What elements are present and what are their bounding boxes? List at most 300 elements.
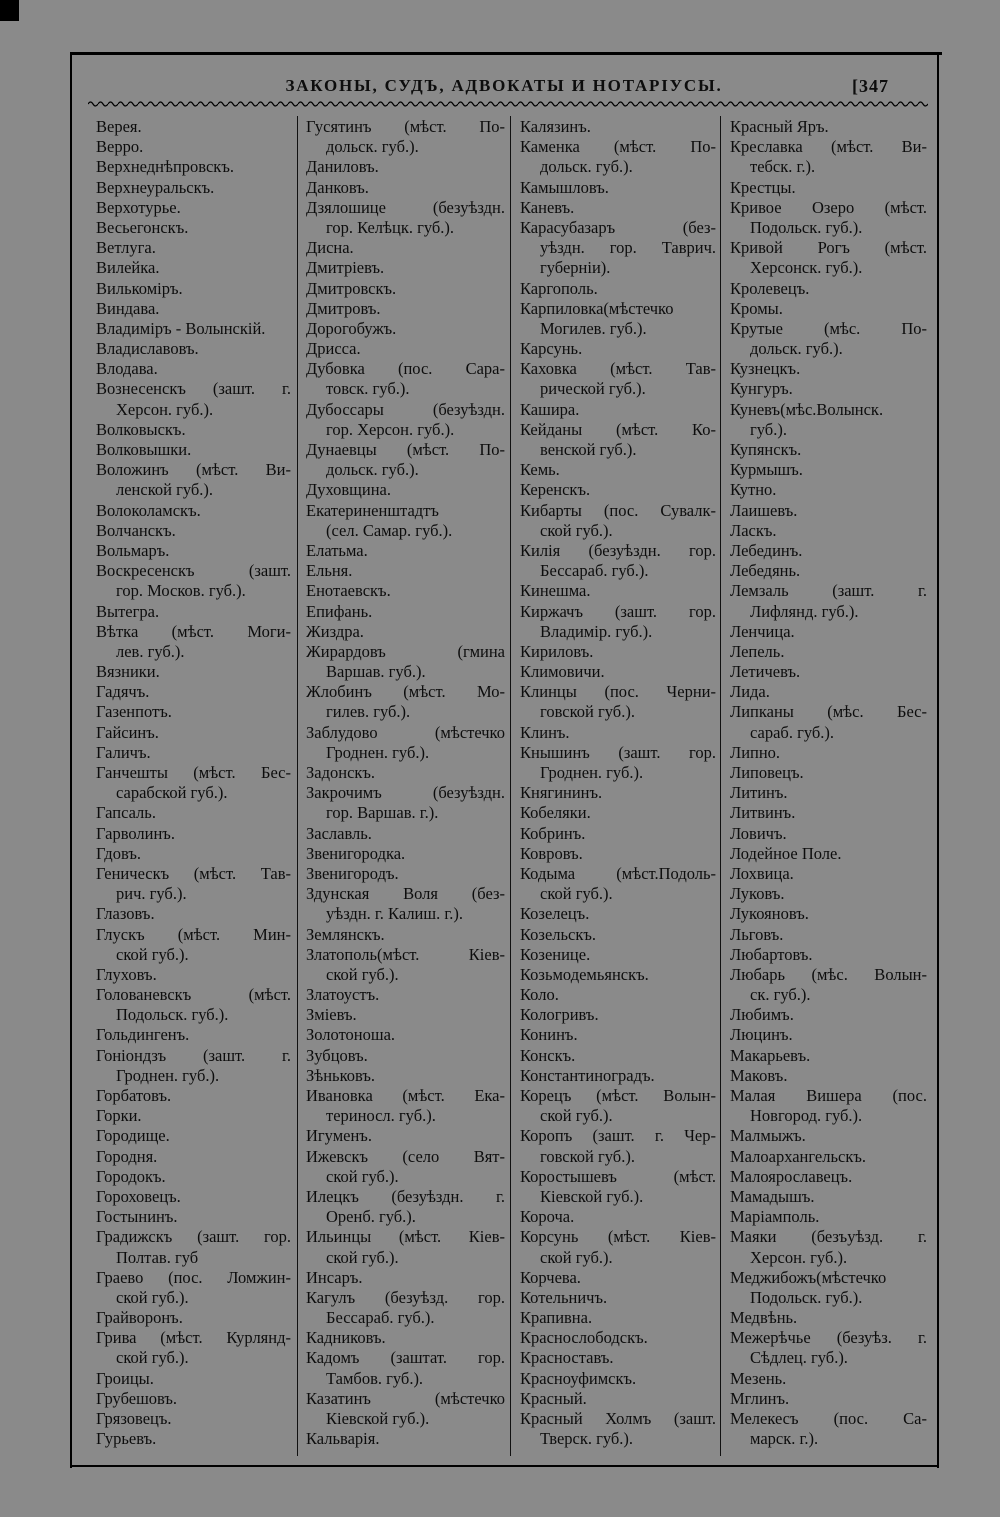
index-entry bbox=[96, 1227, 291, 1267]
index-entry bbox=[730, 1227, 927, 1267]
entry-name-line: Климовичи. bbox=[520, 662, 605, 682]
entry-name-line: Гурьевъ. bbox=[96, 1429, 157, 1449]
index-entry bbox=[96, 218, 291, 238]
entry-name-line: Елатьма. bbox=[306, 540, 368, 560]
index-entry bbox=[306, 642, 505, 682]
entry-name-line: Коростышевъ (мѣст. bbox=[520, 1166, 716, 1186]
index-entry bbox=[730, 803, 927, 823]
column-divider bbox=[297, 116, 298, 1456]
entry-name-line: Землянскъ. bbox=[306, 924, 385, 944]
index-entry bbox=[730, 1268, 927, 1308]
index-entry bbox=[96, 1308, 291, 1328]
entry-name-line: Ковровъ. bbox=[520, 843, 583, 863]
index-entry bbox=[306, 480, 505, 500]
entry-name-line: Казатинъ (мѣстечко bbox=[306, 1388, 505, 1408]
index-entry bbox=[520, 541, 716, 581]
entry-continuation-line: Варшав. губ.). bbox=[326, 662, 426, 682]
index-entry bbox=[96, 723, 291, 743]
entry-name-line: Маяки (безъуѣзд. г. bbox=[730, 1227, 927, 1247]
index-entry bbox=[520, 1268, 716, 1288]
index-entry bbox=[520, 925, 716, 945]
index-entry bbox=[96, 339, 291, 359]
entry-name-line: Мелекесъ (пос. Са- bbox=[730, 1409, 927, 1428]
entry-name-line: Кейданы (мѣст. Ко- bbox=[520, 419, 716, 439]
entry-name-line: Вѣтка (мѣст. Моги- bbox=[96, 621, 291, 641]
entry-name-line: Кодыма (мѣст.Подоль- bbox=[520, 863, 716, 883]
entry-continuation-line: Бессараб. губ.). bbox=[540, 561, 649, 581]
entry-name-line: Городня. bbox=[96, 1146, 158, 1166]
entry-name-line: Духовщина. bbox=[306, 480, 391, 500]
entry-name-line: Лида. bbox=[730, 682, 770, 702]
index-entry bbox=[520, 581, 716, 601]
index-entry bbox=[96, 985, 291, 1025]
entry-name-line: Городище. bbox=[96, 1126, 170, 1146]
index-entry bbox=[96, 440, 291, 460]
entry-continuation-line: Херсонск. губ.). bbox=[750, 258, 863, 278]
index-entry bbox=[96, 561, 291, 601]
entry-name-line: Литвинъ. bbox=[730, 803, 796, 823]
index-entry bbox=[96, 299, 291, 319]
index-entry bbox=[520, 1167, 716, 1207]
entry-name-line: Игуменъ. bbox=[306, 1126, 372, 1146]
entry-name-line: Грайворонъ. bbox=[96, 1308, 183, 1328]
entry-name-line: Кагулъ (безуѣзд. гор. bbox=[306, 1287, 505, 1307]
entry-continuation-line: Тверск. губ.). bbox=[540, 1429, 634, 1449]
entry-name-line: Дмитріевъ. bbox=[306, 258, 385, 278]
entry-name-line: Льговъ. bbox=[730, 924, 784, 944]
entry-name-line: Зѣньковъ. bbox=[306, 1065, 376, 1085]
entry-name-line: Горбатовъ. bbox=[96, 1086, 172, 1105]
entry-name-line: Кунгуръ. bbox=[730, 379, 793, 399]
entry-name-line: Люцинъ. bbox=[730, 1025, 793, 1045]
entry-name-line: Данковъ. bbox=[306, 177, 369, 197]
entry-name-line: Кривой Рогъ (мѣст. bbox=[730, 238, 927, 258]
index-entry bbox=[306, 1066, 505, 1086]
entry-name-line: Кромы. bbox=[730, 298, 783, 318]
entry-name-line: Коропъ (зашт. г. Чер- bbox=[520, 1126, 716, 1146]
index-entry bbox=[96, 1025, 291, 1045]
index-entry bbox=[96, 359, 291, 379]
index-column-1 bbox=[96, 117, 291, 1449]
entry-name-line: Козьмодемьянскъ. bbox=[520, 964, 649, 984]
index-entry bbox=[730, 501, 927, 521]
index-entry bbox=[520, 723, 716, 743]
entry-name-line: Межерѣчье (безуѣз. г. bbox=[730, 1328, 927, 1348]
index-entry bbox=[306, 1025, 505, 1045]
index-entry bbox=[306, 1147, 505, 1187]
entry-name-line: Задонскъ. bbox=[306, 763, 376, 782]
entry-name-line: Екатериненштадтъ bbox=[306, 500, 439, 520]
entry-name-line: Влодава. bbox=[96, 359, 158, 379]
entry-name-line: Крестцы. bbox=[730, 177, 796, 197]
entry-continuation-line: дольск. губ.). bbox=[540, 157, 633, 177]
index-entry bbox=[96, 1389, 291, 1409]
entry-name-line: Горки. bbox=[96, 1106, 142, 1126]
entry-name-line: Гдовъ. bbox=[96, 843, 141, 863]
entry-name-line: Каменка (мѣст. По- bbox=[520, 137, 716, 157]
index-entry bbox=[520, 682, 716, 722]
index-entry bbox=[520, 824, 716, 844]
entry-name-line: Малмыжъ. bbox=[730, 1126, 806, 1146]
index-entry bbox=[730, 400, 927, 440]
index-entry bbox=[306, 339, 505, 359]
index-column-4 bbox=[730, 117, 927, 1449]
entry-name-line: Звенигородка. bbox=[306, 843, 406, 863]
entry-continuation-line: гор. Москов. губ.). bbox=[116, 581, 246, 601]
entry-continuation-line: уѣздн. гор. Таврич. bbox=[540, 238, 716, 258]
entry-name-line: Волковыскъ. bbox=[96, 419, 186, 439]
index-entry bbox=[306, 1005, 505, 1025]
index-entry bbox=[730, 662, 927, 682]
wavy-header-rule bbox=[88, 98, 928, 110]
entry-name-line: Кобринъ. bbox=[520, 823, 586, 843]
entry-continuation-line: ской губ.). bbox=[326, 1166, 399, 1186]
entry-continuation-line: губ.). bbox=[750, 419, 787, 439]
entry-name-line: Крутые (мѣс. По- bbox=[730, 318, 927, 338]
index-entry bbox=[306, 783, 505, 823]
entry-name-line: Гроицы. bbox=[96, 1368, 154, 1388]
running-header-title: ЗАКОНЫ, СУДЪ, АДВОКАТЫ И НОТАРІУСЫ. bbox=[285, 76, 723, 95]
index-entry bbox=[520, 117, 716, 137]
entry-continuation-line: ской губ.). bbox=[540, 1247, 613, 1267]
index-entry bbox=[520, 1086, 716, 1126]
index-entry bbox=[520, 1389, 716, 1409]
index-entry bbox=[306, 1086, 505, 1126]
entry-name-line: Макарьевъ. bbox=[730, 1045, 811, 1065]
index-entry bbox=[306, 945, 505, 985]
entry-continuation-line: териносл. губ.). bbox=[326, 1106, 436, 1126]
index-entry bbox=[520, 602, 716, 642]
entry-name-line: Клинъ. bbox=[520, 722, 570, 742]
index-column-2 bbox=[306, 117, 505, 1449]
index-entry bbox=[730, 1066, 927, 1086]
index-entry bbox=[96, 501, 291, 521]
entry-name-line: Геническъ (мѣст. Тав- bbox=[96, 863, 291, 883]
entry-continuation-line: лев. губ.). bbox=[116, 641, 185, 661]
entry-continuation-line: (сел. Самар. губ.). bbox=[326, 520, 453, 540]
index-entry bbox=[730, 642, 927, 662]
index-entry bbox=[730, 319, 927, 359]
entry-continuation-line: Гроднен. губ.). bbox=[326, 742, 430, 762]
entry-name-line: Дубоссары (безуѣздн. bbox=[306, 399, 505, 419]
entry-continuation-line: ской губ.). bbox=[116, 1348, 189, 1368]
entry-name-line: Лодейное Поле. bbox=[730, 843, 842, 863]
index-entry bbox=[520, 359, 716, 399]
index-entry bbox=[306, 1348, 505, 1388]
entry-name-line: Кролевецъ. bbox=[730, 278, 810, 298]
entry-name-line: Епифань. bbox=[306, 601, 373, 621]
entry-name-line: Маковъ. bbox=[730, 1065, 788, 1085]
entry-name-line: Вилейка. bbox=[96, 258, 160, 278]
entry-name-line: Лебединъ. bbox=[730, 540, 803, 560]
index-entry bbox=[520, 339, 716, 359]
index-entry bbox=[306, 198, 505, 238]
entry-name-line: Дмитровскъ. bbox=[306, 278, 397, 298]
entry-name-line: Ветлуга. bbox=[96, 238, 156, 258]
entry-name-line: Инсаръ. bbox=[306, 1267, 363, 1287]
index-entry bbox=[730, 743, 927, 763]
index-entry bbox=[96, 803, 291, 823]
index-entry bbox=[96, 1187, 291, 1207]
entry-name-line: Звенигородъ. bbox=[306, 863, 399, 883]
entry-name-line: Княгининъ. bbox=[520, 783, 603, 803]
entry-name-line: Красный Яръ. bbox=[730, 117, 829, 136]
index-entry bbox=[520, 1066, 716, 1086]
entry-name-line: Мглинъ. bbox=[730, 1388, 790, 1408]
entry-name-line: Златополь(мѣст. Кіев- bbox=[306, 944, 505, 964]
index-entry bbox=[730, 1126, 927, 1146]
index-entry bbox=[730, 137, 927, 177]
entry-name-line: Закрочимъ (безуѣздн. bbox=[306, 783, 505, 803]
index-entry bbox=[520, 803, 716, 823]
entry-name-line: Ельня. bbox=[306, 561, 353, 581]
entry-name-line: Вознесенскъ (зашт. г. bbox=[96, 379, 291, 399]
entry-name-line: Кобеляки. bbox=[520, 803, 591, 823]
entry-continuation-line: ской губ.). bbox=[540, 520, 613, 540]
entry-name-line: Вилькоміръ. bbox=[96, 278, 183, 298]
entry-continuation-line: Лифлянд. губ.). bbox=[750, 601, 859, 621]
index-entry bbox=[306, 400, 505, 440]
entry-continuation-line: ской губ.). bbox=[540, 884, 613, 904]
entry-name-line: Конинъ. bbox=[520, 1025, 578, 1045]
entry-name-line: Волчанскъ. bbox=[96, 520, 176, 540]
entry-name-line: Лепель. bbox=[730, 641, 785, 661]
entry-name-line: Ласкъ. bbox=[730, 520, 777, 540]
index-entry bbox=[730, 864, 927, 884]
entry-continuation-line: Подольск. губ.). bbox=[116, 1005, 229, 1025]
entry-continuation-line: Оренб. губ.). bbox=[326, 1207, 416, 1227]
index-entry bbox=[520, 480, 716, 500]
entry-name-line: Ленчица. bbox=[730, 621, 795, 641]
entry-name-line: Грива (мѣст. Курлянд- bbox=[96, 1328, 291, 1348]
entry-continuation-line: Полтав. губ bbox=[116, 1247, 199, 1267]
entry-name-line: Ловичъ. bbox=[730, 823, 787, 843]
entry-name-line: Граево (пос. Ломжин- bbox=[96, 1267, 291, 1287]
entry-name-line: Верхнеднѣпровскъ. bbox=[96, 157, 234, 177]
entry-name-line: Зубцовъ. bbox=[306, 1045, 368, 1065]
index-entry bbox=[306, 541, 505, 561]
entry-name-line: Камышловъ. bbox=[520, 177, 609, 197]
index-entry bbox=[96, 1046, 291, 1086]
entry-name-line: Глазовъ. bbox=[96, 904, 155, 924]
column-divider bbox=[720, 116, 721, 1456]
entry-name-line: Крапивна. bbox=[520, 1308, 593, 1328]
entry-name-line: Козенице. bbox=[520, 944, 591, 964]
entry-name-line: Дисна. bbox=[306, 238, 354, 258]
index-entry bbox=[730, 359, 927, 379]
entry-name-line: Лаишевъ. bbox=[730, 500, 798, 520]
index-entry bbox=[96, 925, 291, 965]
entry-name-line: Маріамполь. bbox=[730, 1207, 820, 1227]
entry-name-line: Владиславовъ. bbox=[96, 339, 199, 359]
index-entry bbox=[96, 460, 291, 500]
index-entry bbox=[306, 844, 505, 864]
entry-name-line: Волоколамскъ. bbox=[96, 500, 201, 520]
entry-continuation-line: Подольск. губ.). bbox=[750, 217, 863, 237]
index-entry bbox=[306, 279, 505, 299]
index-entry bbox=[96, 1106, 291, 1126]
entry-continuation-line: тебск. г.). bbox=[750, 157, 816, 177]
index-entry bbox=[96, 763, 291, 803]
index-entry bbox=[730, 884, 927, 904]
index-entry bbox=[306, 440, 505, 480]
entry-name-line: Гадячъ. bbox=[96, 682, 150, 702]
entry-name-line: Ильинцы (мѣст. Кіев- bbox=[306, 1227, 505, 1247]
entry-name-line: Кадниковъ. bbox=[306, 1328, 386, 1348]
index-entry bbox=[306, 117, 505, 157]
entry-name-line: Дмитровъ. bbox=[306, 298, 381, 318]
entry-continuation-line: говской губ.). bbox=[540, 1146, 635, 1166]
index-entry bbox=[96, 379, 291, 419]
entry-name-line: Кривое Озеро (мѣст. bbox=[730, 197, 927, 217]
entry-continuation-line: Бессараб. губ.). bbox=[326, 1308, 435, 1328]
index-entry bbox=[520, 1288, 716, 1308]
entry-continuation-line: ской губ.). bbox=[540, 1106, 613, 1126]
index-entry bbox=[96, 1167, 291, 1187]
entry-name-line: Кемь. bbox=[520, 460, 560, 480]
entry-continuation-line: сарабской губ.). bbox=[116, 783, 228, 803]
index-entry bbox=[730, 824, 927, 844]
entry-name-line: Любартовъ. bbox=[730, 944, 813, 964]
entry-continuation-line: говской губ.). bbox=[540, 702, 635, 722]
entry-name-line: Вязники. bbox=[96, 662, 160, 682]
entry-continuation-line: уѣздн. г. Калиш. г.). bbox=[326, 904, 463, 924]
entry-name-line: Вольмаръ. bbox=[96, 540, 170, 560]
entry-name-line: Верро. bbox=[96, 137, 144, 157]
index-entry bbox=[730, 844, 927, 864]
entry-name-line: Константиноградъ. bbox=[520, 1065, 655, 1085]
entry-name-line: Гапсаль. bbox=[96, 803, 156, 823]
entry-name-line: Кириловъ. bbox=[520, 641, 594, 661]
index-entry bbox=[306, 864, 505, 884]
entry-name-line: Липканы (мѣс. Бес- bbox=[730, 702, 927, 722]
entry-name-line: Корецъ (мѣст. Волын- bbox=[520, 1086, 716, 1105]
entry-name-line: Каневъ. bbox=[520, 197, 575, 217]
entry-name-line: Красноставъ. bbox=[520, 1348, 614, 1368]
entry-continuation-line: Херсон. губ.). bbox=[750, 1247, 848, 1267]
index-entry bbox=[306, 1268, 505, 1288]
index-entry bbox=[96, 279, 291, 299]
entry-name-line: Грубешовъ. bbox=[96, 1388, 178, 1408]
index-entry bbox=[96, 1409, 291, 1429]
entry-continuation-line: гор. Херсон. губ.). bbox=[326, 419, 455, 439]
entry-name-line: Лебедянь. bbox=[730, 561, 801, 581]
index-entry bbox=[730, 1389, 927, 1409]
entry-name-line: Ижевскъ (село Вят- bbox=[306, 1146, 505, 1166]
entry-continuation-line: Могилев. губ.). bbox=[540, 318, 647, 338]
index-entry bbox=[730, 1086, 927, 1126]
entry-name-line: Дунаевцы (мѣст. По- bbox=[306, 440, 505, 459]
index-entry bbox=[730, 521, 927, 541]
entry-name-line: Грязовецъ. bbox=[96, 1409, 172, 1428]
index-entry bbox=[306, 602, 505, 622]
index-entry bbox=[730, 783, 927, 803]
index-entry bbox=[520, 743, 716, 783]
entry-name-line: Килія (безуѣздн. гор. bbox=[520, 540, 716, 560]
index-entry bbox=[96, 137, 291, 157]
index-entry bbox=[96, 682, 291, 702]
index-entry bbox=[306, 985, 505, 1005]
index-entry bbox=[730, 1025, 927, 1045]
index-entry bbox=[96, 1328, 291, 1368]
entry-name-line: Любарь (мѣс. Волын- bbox=[730, 964, 927, 984]
index-entry bbox=[306, 824, 505, 844]
index-entry bbox=[520, 864, 716, 904]
index-entry bbox=[306, 763, 505, 783]
entry-name-line: Киржачъ (зашт. гор. bbox=[520, 601, 716, 621]
entry-name-line: Гоніондзъ (зашт. г. bbox=[96, 1045, 291, 1065]
entry-continuation-line: Новгород. губ.). bbox=[750, 1106, 863, 1126]
entry-name-line: Короча. bbox=[520, 1207, 575, 1227]
entry-name-line: Воскресенскъ (зашт. bbox=[96, 561, 291, 581]
entry-name-line: Дрисса. bbox=[306, 339, 361, 359]
entry-name-line: Золотоноша. bbox=[306, 1025, 396, 1045]
index-entry bbox=[306, 682, 505, 722]
index-entry bbox=[306, 884, 505, 924]
entry-name-line: Козелецъ. bbox=[520, 904, 590, 924]
index-entry bbox=[96, 1147, 291, 1167]
index-entry bbox=[96, 965, 291, 985]
entry-name-line: Кальварія. bbox=[306, 1429, 380, 1449]
entry-name-line: Ганчешты (мѣст. Бес- bbox=[96, 763, 291, 782]
index-entry bbox=[520, 904, 716, 924]
index-entry bbox=[96, 662, 291, 682]
entry-name-line: Лемзаль (зашт. г. bbox=[730, 581, 927, 601]
index-entry bbox=[96, 844, 291, 864]
index-entry bbox=[520, 501, 716, 541]
entry-name-line: Енотаевскъ. bbox=[306, 581, 391, 601]
entry-name-line: Дорогобужъ. bbox=[306, 318, 397, 338]
index-entry bbox=[730, 1409, 927, 1449]
entry-continuation-line: сараб. губ.). bbox=[750, 722, 835, 742]
index-entry bbox=[520, 945, 716, 965]
frame-bottom-rule bbox=[70, 1465, 939, 1467]
index-entry bbox=[730, 1369, 927, 1389]
index-entry bbox=[306, 359, 505, 399]
entry-name-line: Карсунь. bbox=[520, 339, 583, 359]
entry-name-line: Кашира. bbox=[520, 399, 580, 419]
index-entry bbox=[306, 1389, 505, 1429]
index-entry bbox=[520, 137, 716, 177]
index-entry bbox=[306, 925, 505, 945]
index-entry bbox=[520, 662, 716, 682]
entry-name-line: Гороховецъ. bbox=[96, 1186, 181, 1206]
entry-continuation-line: Гроднен. губ.). bbox=[540, 763, 644, 782]
entry-continuation-line: марск. г.). bbox=[750, 1429, 819, 1449]
entry-name-line: Жлобинъ (мѣст. Мо- bbox=[306, 682, 505, 702]
entry-name-line: Липно. bbox=[730, 742, 781, 762]
index-entry bbox=[730, 561, 927, 581]
entry-continuation-line: рич. губ.). bbox=[116, 884, 187, 904]
index-entry bbox=[96, 1268, 291, 1308]
index-entry bbox=[730, 965, 927, 1005]
entry-name-line: Гостынинъ. bbox=[96, 1207, 178, 1227]
index-entry bbox=[520, 279, 716, 299]
frame-top-rule bbox=[70, 52, 942, 55]
entry-continuation-line: товск. губ.). bbox=[326, 379, 410, 399]
index-entry bbox=[730, 925, 927, 945]
index-entry bbox=[520, 1046, 716, 1066]
index-entry bbox=[96, 238, 291, 258]
index-entry bbox=[520, 1308, 716, 1328]
index-entry bbox=[96, 864, 291, 904]
entry-name-line: Городокъ. bbox=[96, 1166, 166, 1186]
index-entry bbox=[306, 238, 505, 258]
entry-continuation-line: Херсон. губ.). bbox=[116, 399, 214, 419]
entry-continuation-line: дольск. губ.). bbox=[750, 339, 843, 359]
entry-name-line: Глуховъ. bbox=[96, 964, 157, 984]
index-entry bbox=[730, 440, 927, 460]
